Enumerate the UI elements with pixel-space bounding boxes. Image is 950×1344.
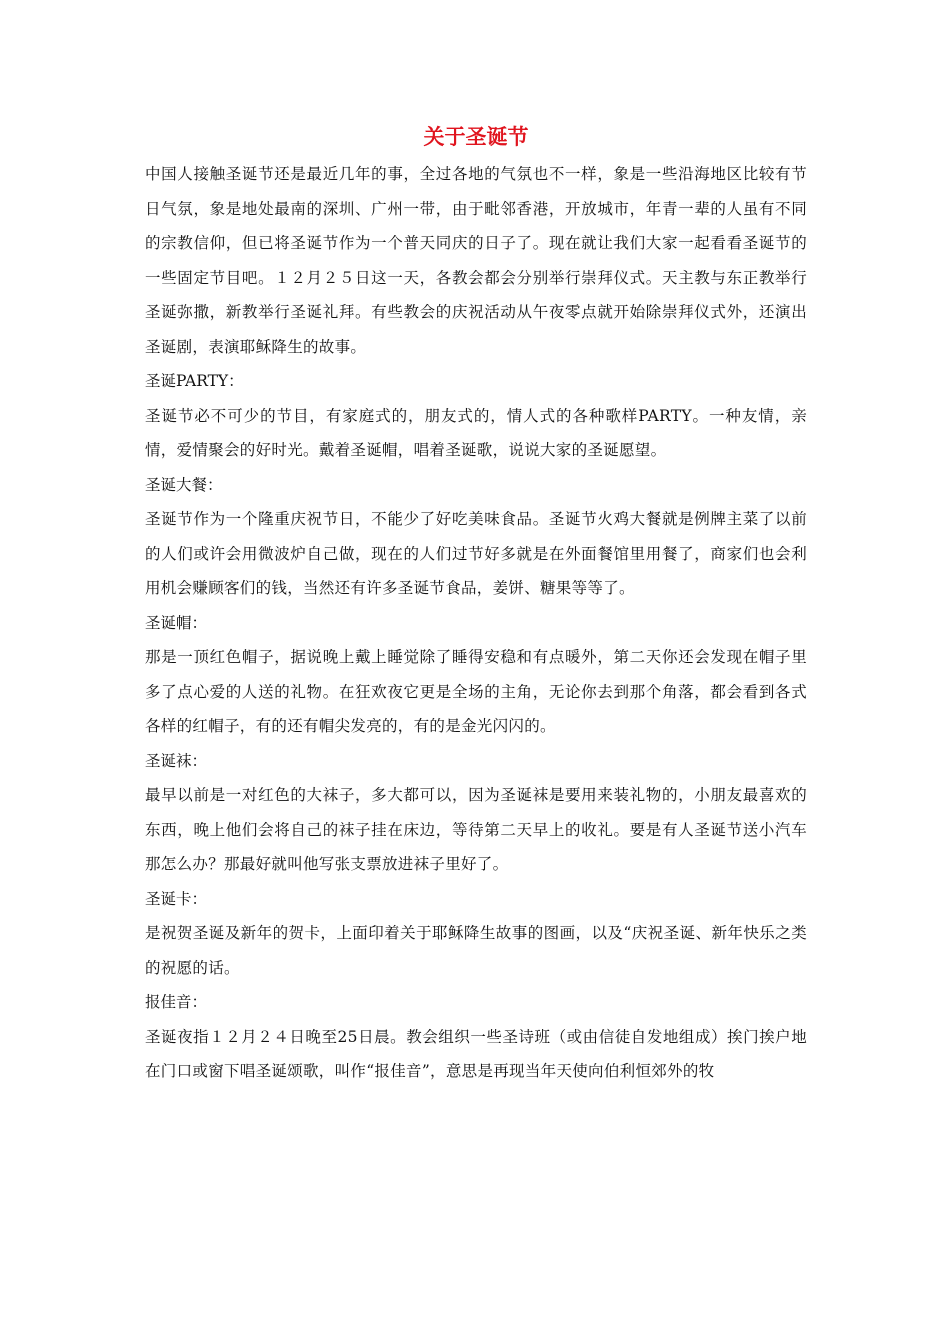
section-heading: 报佳音：	[145, 993, 208, 1011]
section-body: 圣诞夜指１２月２４日晚至25日晨。教会组织一些圣诗班（或由信徒自发地组成）挨门挨户地在门口或窗下唱圣诞颂歌，叫作“报佳音”，意思是再现当年天使向伯利恒郊外的牧	[145, 1027, 807, 1080]
section-heading: 圣诞PARTY：	[145, 372, 244, 390]
section-body: 圣诞节作为一个隆重庆祝节日，不能少了好吃美味食品。圣诞节火鸡大餐就是例牌主菜了以前的人们或许会用微波炉自己做，现在的人们过节好多就是在外面餐馆里用餐了，商家们也会利用机会赚顾客们的钱，当然还有许多圣诞节食品，姜饼、糖果等等了。	[145, 510, 807, 597]
section-heading: 圣诞袜：	[145, 751, 208, 770]
section-dinner	[145, 468, 807, 606]
section-body: 最早以前是一对红色的大袜子，多大都可以，因为圣诞袜是要用来装礼物的，小朋友最喜欢的东西，晚上他们会将自己的袜子挂在床边，等待第二天早上的收礼。要是有人圣诞节送小汽车那怎么办？那最好就叫他写张支票放进袜子里好了。	[145, 786, 807, 873]
section-party	[145, 364, 807, 468]
document-title: 关于圣诞节	[423, 125, 529, 149]
section-heading: 圣诞帽：	[145, 613, 208, 632]
intro-paragraph: 中国人接触圣诞节还是最近几年的事，全过各地的气氛也不一样，象是一些沿海地区比较有节日气氛，象是地处最南的深圳、广州一带，由于毗邻香港，开放城市，年青一辈的人虽有不同的宗教信仰，但已将圣诞节作为一个普天同庆的日子了。现在就让我们大家一起看看圣诞节的一些固定节目吧。１２月２５日这一天，各教会都会分别举行崇拜仪式。天主教与东正教举行圣诞弥撒，新教举行圣诞礼拜。有些教会的庆祝活动从午夜零点就开始除崇拜仪式外，还演出圣诞剧，表演耶稣降生的故事。	[145, 165, 807, 356]
document-content	[145, 120, 807, 1089]
section-body: 那是一顶红色帽子，据说晚上戴上睡觉除了睡得安稳和有点暖外，第二天你还会发现在帽子里多了点心爱的人送的礼物。在狂欢夜它更是全场的主角，无论你去到那个角落，都会看到各式各样的红帽子，有的还有帽尖发亮的，有的是金光闪闪的。	[145, 648, 807, 735]
section-stocking	[145, 744, 807, 882]
section-carol	[145, 985, 807, 1089]
section-card	[145, 882, 807, 986]
section-hat	[145, 606, 807, 744]
section-body: 是祝贺圣诞及新年的贺卡，上面印着关于耶稣降生故事的图画，以及“庆祝圣诞、新年快乐之类的祝愿的话。	[145, 924, 807, 977]
section-heading: 圣诞大餐：	[145, 475, 223, 494]
section-heading: 圣诞卡：	[145, 889, 208, 908]
section-body: 圣诞节必不可少的节目，有家庭式的，朋友式的，情人式的各种歌样PARTY。一种友情，亲情，爱情聚会的好时光。戴着圣诞帽，唱着圣诞歌，说说大家的圣诞愿望。	[145, 406, 807, 459]
